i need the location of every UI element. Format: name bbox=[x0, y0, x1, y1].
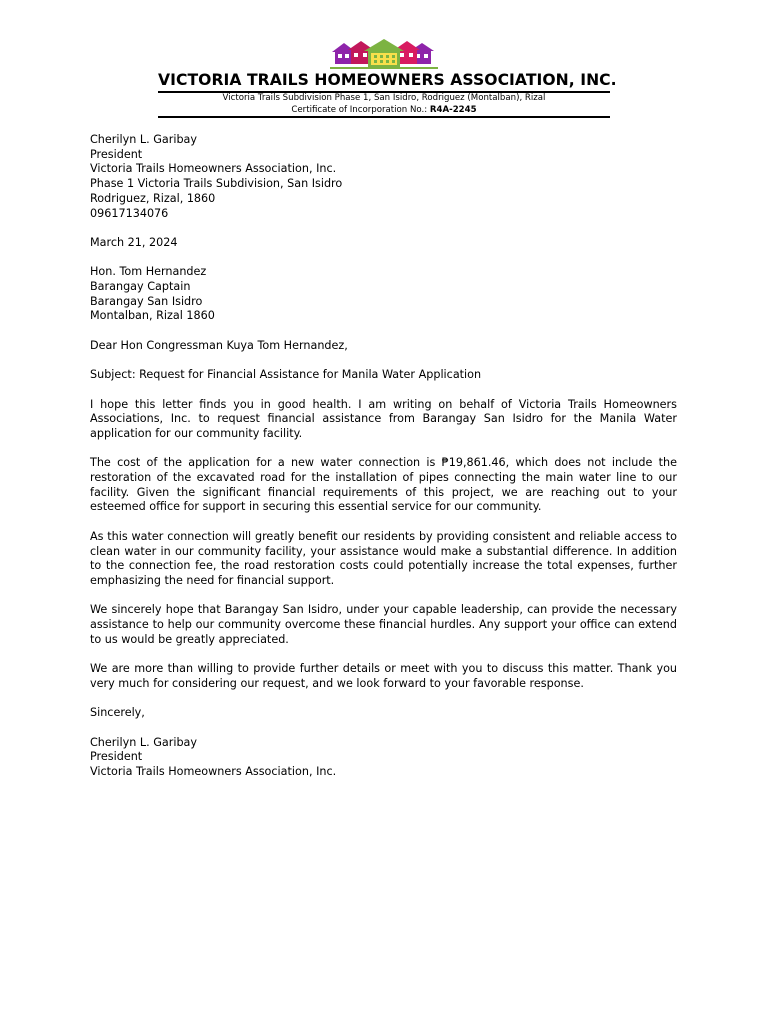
sender-block bbox=[90, 133, 677, 221]
letterhead-rule-bottom bbox=[158, 116, 610, 118]
paragraph: The cost of the application for a new water connection is ₱19,861.46, which does not include the restoration of the excavated road for the installation of pipes connecting the main water line to our facility. Given the significant financial requirements of this project, we are reaching out to your esteemed office for support in securing this essential service for our community. bbox=[90, 456, 677, 514]
closing: Sincerely, bbox=[90, 706, 145, 720]
signature-org: Victoria Trails Homeowners Association, Inc. bbox=[90, 765, 337, 779]
signature-name: Cherilyn L. Garibay bbox=[90, 735, 198, 749]
org-address: Victoria Trails Subdivision Phase 1, San Isidro, Rodriguez (Montalban), Rizal bbox=[222, 93, 546, 103]
paragraph: We sincerely hope that Barangay San Isidro, under your capable leadership, can provide the necessary assistance to help our community overcome these financial hurdles. Any support your office can extend to us would be greatly appreciated. bbox=[90, 603, 677, 646]
sender-org: Victoria Trails Homeowners Association, Inc. bbox=[90, 162, 337, 176]
sender-phone: 09617134076 bbox=[90, 206, 169, 220]
signature-title: President bbox=[90, 750, 143, 764]
recipient-city: Montalban, Rizal 1860 bbox=[90, 309, 215, 323]
paragraph: As this water connection will greatly benefit our residents by providing consistent and reliable access to clean water in our community facility, your assistance would make a substantial difference. In addition to the connection fee, the road restoration costs could potentially increase the total expenses, further emphasizing the need for financial support. bbox=[90, 529, 677, 587]
recipient-name: Hon. Tom Hernandez bbox=[90, 265, 207, 279]
signature-block bbox=[90, 736, 677, 780]
sender-title: President bbox=[90, 147, 143, 161]
org-certificate bbox=[158, 105, 610, 115]
subject-line: Subject: Request for Financial Assistance for Manila Water Application bbox=[90, 368, 482, 382]
recipient-barangay: Barangay San Isidro bbox=[90, 294, 203, 308]
sender-name: Cherilyn L. Garibay bbox=[90, 133, 198, 146]
letter-body bbox=[90, 133, 677, 780]
cert-label: Certificate of Incorporation No.: bbox=[291, 105, 428, 115]
sender-street: Phase 1 Victoria Trails Subdivision, San Isidro bbox=[90, 177, 343, 191]
salutation: Dear Hon Congressman Kuya Tom Hernandez, bbox=[90, 338, 348, 352]
letter-date: March 21, 2024 bbox=[90, 235, 178, 249]
recipient-block bbox=[90, 265, 677, 324]
org-name: VICTORIA TRAILS HOMEOWNERS ASSOCIATION, INC. bbox=[158, 71, 617, 89]
sender-city: Rodriguez, Rizal, 1860 bbox=[90, 191, 216, 205]
paragraph: We are more than willing to provide further details or meet with you to discuss this matter. Thank you very much for considering our request, and we look forward to your favorable response. bbox=[90, 662, 677, 690]
recipient-title: Barangay Captain bbox=[90, 280, 191, 293]
paragraph: I hope this letter finds you in good health. I am writing on behalf of Victoria Trails Homeowners Associations, Inc. to request financial assistance from Barangay San Isidro for the Manila Water application for our community facility. bbox=[90, 397, 677, 440]
cert-number: R4A-2245 bbox=[429, 105, 477, 115]
houses-logo-icon bbox=[330, 38, 438, 70]
